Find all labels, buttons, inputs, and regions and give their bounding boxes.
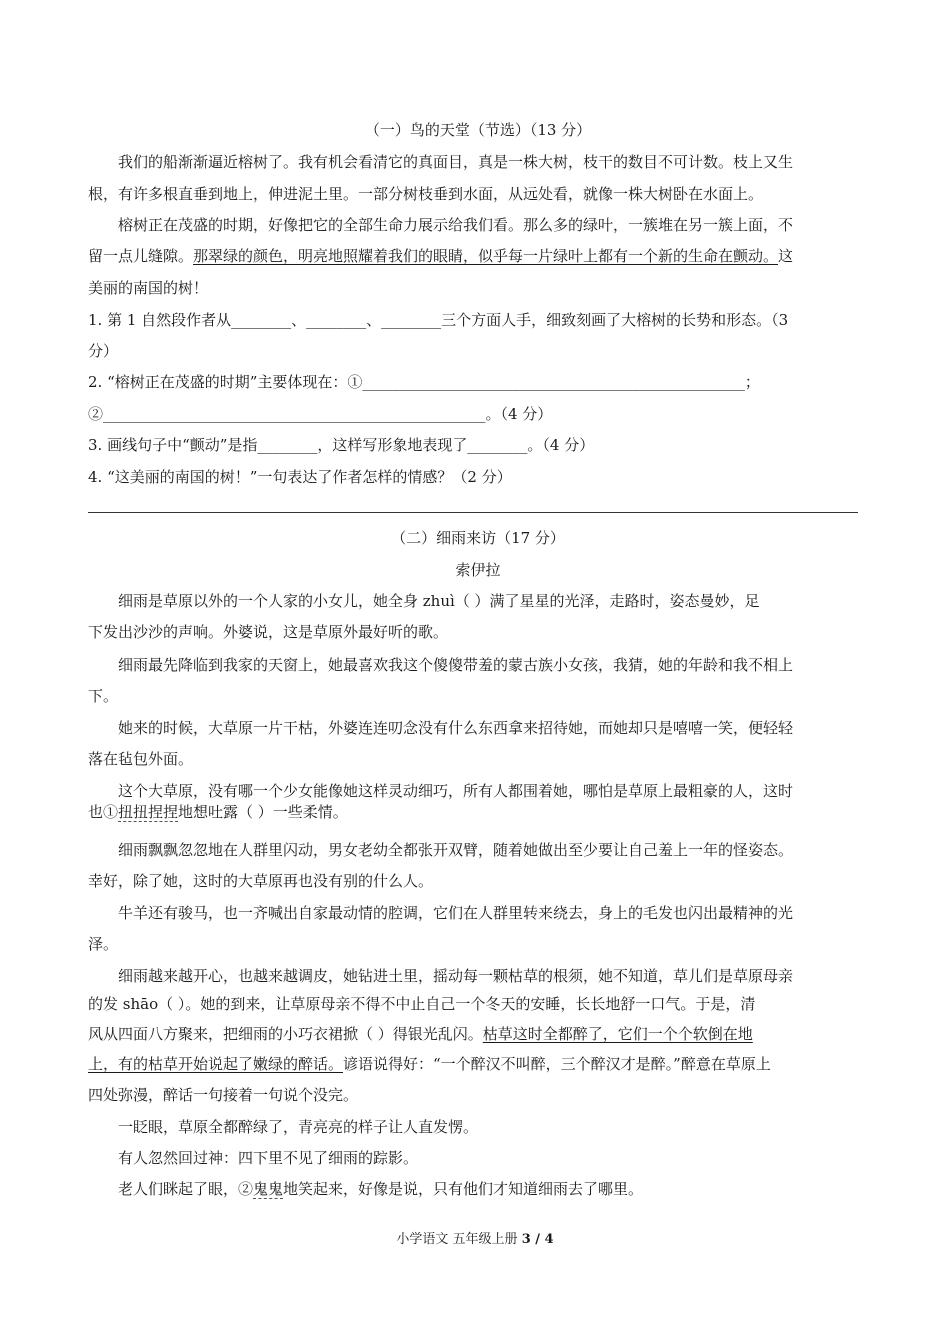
section2-paragraph7-line4 — [88, 1054, 868, 1074]
text-span: 老人们眯起了眼，② — [118, 1180, 254, 1198]
section1-paragraph2-line3: 美丽的南国的树！ — [88, 279, 209, 297]
marked-word-1: 扭扭捏捏 — [118, 803, 179, 821]
underlined-sentence: 那翠绿的颜色，明亮地照耀着我们的眼睛，似乎每一片绿叶上都有一个新的生命在颤动。 — [193, 247, 779, 265]
section2-paragraph4-line1: 这个大草原，没有哪一个少女能像她这样灵动细巧，所有人都围着她，哪怕是草原上最粗豪的人，这时 — [118, 782, 794, 800]
text-span: 地想吐露（ ）一些柔情。 — [178, 803, 348, 821]
text-span: 这 — [778, 247, 794, 265]
section1-paragraph1-line2: 根，有许多根直垂到地上，伸进泥土里。一部分树枝垂到水面，从远处看，就像一株大树卧在水面上。 — [88, 185, 764, 203]
section1-paragraph2-line2 — [88, 246, 868, 266]
section2-paragraph5-line1: 细雨飘飘忽忽地在人群里闪动，男女老幼全都张开双臂，随着她做出至少要让自己羞上一年的怪姿态。 — [118, 841, 794, 859]
marked-word-2: 鬼鬼 — [253, 1180, 284, 1198]
section2-paragraph7-line1: 细雨越来越开心，也越来越调皮，她钻进土里，摇动每一颗枯草的根须，她不知道，草儿们是草原母亲 — [118, 967, 794, 985]
question4: 4. “这美丽的南国的树！”一句表达了作者怎样的情感？（2 分） — [88, 468, 512, 486]
text-span: 谚语说得好：“一个醉汉不叫醉，三个醉汉才是醉。”醉意在草原上 — [343, 1055, 771, 1073]
section2-paragraph1-line1: 细雨是草原以外的一个人家的小女儿，她全身 zhuì（ ）满了星星的光泽，走路时，姿态曼妙，足 — [118, 592, 760, 610]
section2-paragraph6-line2: 泽。 — [88, 935, 119, 953]
page-footer — [0, 1228, 950, 1247]
section2-paragraph4-line2 — [88, 802, 868, 822]
answer-line — [88, 512, 858, 513]
question2-line2: ②___________________________________________________。（4 分） — [88, 405, 553, 423]
question1-line2: 分） — [88, 342, 119, 360]
section2-paragraph7-line3 — [88, 1024, 868, 1044]
underlined-sentence: 上，有的枯草开始说起了嫩绿的醉话。 — [88, 1055, 344, 1073]
section2-paragraph6-line1: 牛羊还有骏马，也一齐喊出自家最动情的腔调，它们在人群里转来绕去，身上的毛发也闪出最精神的光 — [118, 904, 794, 922]
section2-paragraph1-line2: 下发出沙沙的声响。外婆说，这是草原外最好听的歌。 — [88, 623, 449, 641]
text-span: 地笑起来，好像是说，只有他们才知道细雨去了哪里。 — [283, 1180, 644, 1198]
section2-author: 索伊拉 — [455, 561, 501, 579]
section2-paragraph3-line2: 落在毡包外面。 — [88, 750, 194, 768]
section2-title: （二）细雨来访（17 分） — [391, 529, 565, 547]
question2-line1: 2. “榕树正在茂盛的时期”主要体现在：①___________________________________________________； — [88, 373, 760, 391]
question1-line1: 1. 第 1 自然段作者从________、________、________三个方面人手，细致刻画了大榕树的长势和形态。（3 — [88, 311, 789, 329]
section1-title: （一）鸟的天堂（节选）（13 分） — [364, 121, 592, 139]
text-span: 留一点儿缝隙。 — [88, 247, 194, 265]
text-span: 也① — [88, 803, 119, 821]
section1-paragraph1-line1: 我们的船渐渐逼近榕树了。我有机会看清它的真面目，真是一株大树，枝干的数目不可计数。枝上又生 — [118, 153, 794, 171]
section2-paragraph7-line5: 四处弥漫，醉话一句接着一句说个没完。 — [88, 1086, 359, 1104]
question3: 3. 画线句子中“颤动”是指________，这样写形象地表现了________。（4 分） — [88, 436, 595, 454]
section2-paragraph2-line2: 下。 — [88, 687, 119, 705]
section2-paragraph5-line2: 幸好，除了她，这时的大草原再也没有别的什么人。 — [88, 872, 434, 890]
section2-paragraph2-line1: 细雨最先降临到我家的天窗上，她最喜欢我这个傻傻带羞的蒙古族小女孩，我猜，她的年龄和我不相上 — [118, 656, 794, 674]
text-span: 风从四面八方聚来，把细雨的小巧衣裙掀（ ）得银光乱闪。 — [88, 1025, 483, 1043]
section2-paragraph3-line1: 她来的时候，大草原一片干枯，外婆连连叨念没有什么东西拿来招待她，而她却只是嘻嘻一笑，便轻轻 — [118, 719, 794, 737]
section2-paragraph10 — [118, 1179, 868, 1199]
section2-paragraph7-line2: 的发 shāo（ ）。她的到来，让草原母亲不得不中止自己一个冬天的安睡，长长地舒一口气。于是，清 — [88, 995, 756, 1013]
section2-paragraph9: 有人忽然回过神：四下里不见了细雨的踪影。 — [118, 1149, 419, 1167]
underlined-sentence: 枯草这时全都醉了，它们一个个软倒在地 — [482, 1025, 753, 1043]
section1-paragraph2-line1: 榕树正在茂盛的时期，好像把它的全部生命力展示给我们看。那么多的绿叶，一簇堆在另一簇上面，不 — [118, 216, 794, 234]
footer-subject: 小学语文 五年级上册 — [396, 1232, 522, 1247]
page-number: 3 / 4 — [521, 1232, 554, 1247]
section2-paragraph8: 一眨眼，草原全都醉绿了，青亮亮的样子让人直发愣。 — [118, 1118, 479, 1136]
